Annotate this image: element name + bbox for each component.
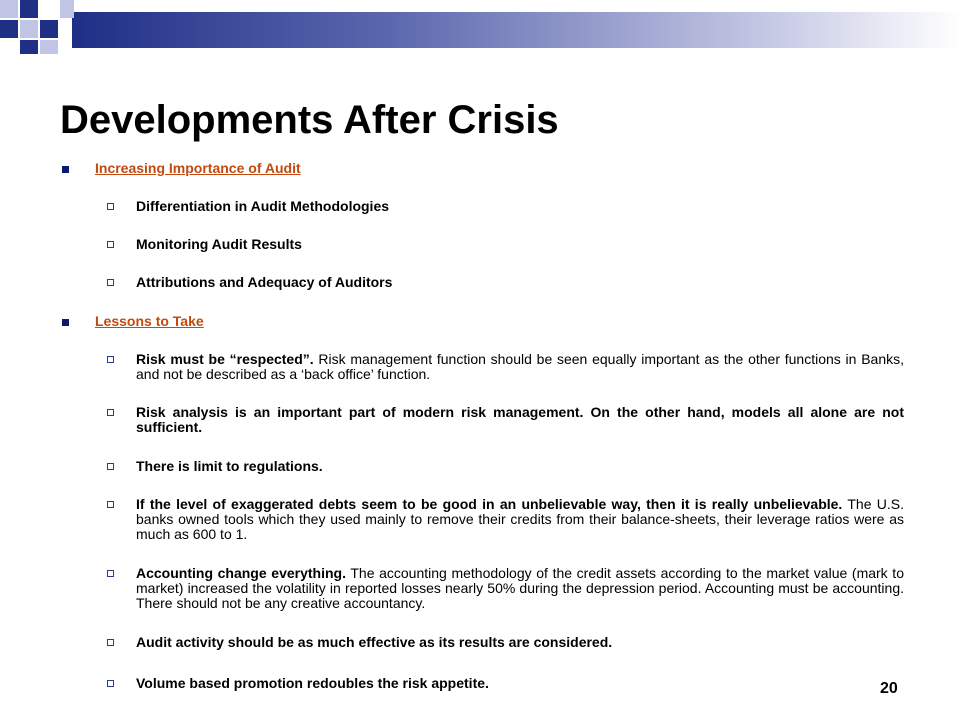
list-item: If the level of exaggerated debts seem to be good in an unbelievable way, then it is really unbelievable. The U.S. banks owned tools which they used mainly to remove their credits from their balance-sheets, their leverage ratios were as much as 600 to 1. xyxy=(136,496,904,542)
checkbox-square-icon xyxy=(107,356,114,363)
checkbox-square-icon xyxy=(107,279,114,286)
bullet-icon xyxy=(62,319,69,326)
checkbox-square-icon xyxy=(107,203,114,210)
list-item: Volume based promotion redoubles the risk appetite. xyxy=(136,675,489,691)
checkbox-square-icon xyxy=(107,409,114,416)
checkbox-square-icon xyxy=(107,680,114,687)
list-item: Monitoring Audit Results xyxy=(136,236,302,252)
page-number: 20 xyxy=(880,680,898,697)
section-heading-lessons[interactable]: Lessons to Take xyxy=(95,313,204,329)
list-item: Attributions and Adequacy of Auditors xyxy=(136,274,393,290)
checkbox-square-icon xyxy=(107,463,114,470)
checkbox-square-icon xyxy=(107,501,114,508)
section-heading-audit[interactable]: Increasing Importance of Audit xyxy=(95,160,301,176)
slide-title: Developments After Crisis xyxy=(60,98,559,142)
list-item: Accounting change everything. The accounting methodology of the credit assets according to the market value (mark to market) increased the volatility in reported losses nearly 50% during the depression period. Accounting must be accounting. There should not be any creative accountancy. xyxy=(136,565,904,611)
list-item: Audit activity should be as much effective as its results are considered. xyxy=(136,634,613,650)
checkbox-square-icon xyxy=(107,570,114,577)
bullet-icon xyxy=(62,166,69,173)
list-item: Differentiation in Audit Methodologies xyxy=(136,198,390,214)
list-item: Risk must be “respected”. Risk management function should be seen equally important as the other functions in Banks, and not be described as a ‘back office’ function. xyxy=(136,351,904,382)
checkbox-square-icon xyxy=(107,639,114,646)
checkbox-square-icon xyxy=(107,241,114,248)
list-item: Risk analysis is an important part of modern risk management. On the other hand, models all alone are not sufficient. xyxy=(136,404,904,435)
list-item: There is limit to regulations. xyxy=(136,458,323,474)
